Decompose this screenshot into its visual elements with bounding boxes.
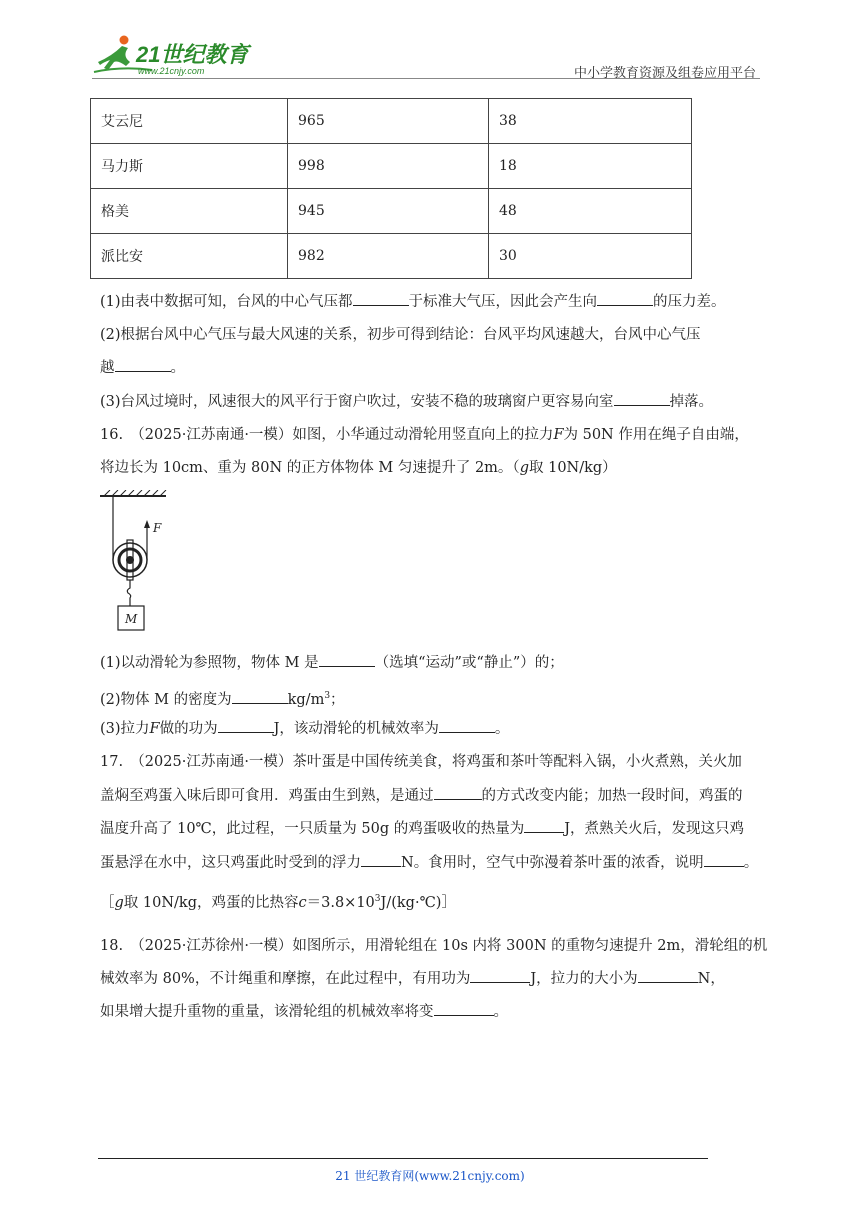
answer-blank[interactable] xyxy=(115,357,171,372)
q17-line5: ［g取 10N/kg，鸡蛋的比热容$c=3.8\times 10^3J/(kg\cdot℃)]$ xyxy=(100,894,456,911)
table-row xyxy=(91,144,692,189)
q16-part1: (1)以动滑轮为参照物，物体 M 是 （选填“运动”或“静止”）的； xyxy=(100,652,564,673)
platform-name: 中小学教育资源及组卷应用平台 xyxy=(573,66,756,81)
footer-divider xyxy=(98,1158,708,1159)
table-cell: 982 xyxy=(288,234,489,279)
site-logo xyxy=(92,32,262,78)
answer-blank[interactable] xyxy=(704,852,744,867)
answer-blank[interactable] xyxy=(638,968,698,983)
answer-blank[interactable] xyxy=(232,689,288,704)
table-cell: 18 xyxy=(489,144,692,189)
footer-link[interactable]: 21 世纪教育网(www.21cnjy.com) xyxy=(335,1169,525,1183)
table-cell: 艾云尼 xyxy=(91,99,288,144)
svg-text:21世纪教育: 21世纪教育 xyxy=(136,42,249,67)
table-cell: 945 xyxy=(288,189,489,234)
q17-line1: 17. （2025·江苏南通·一模）茶叶蛋是中国传统美食，将鸡蛋和茶叶等配料入锅，小火煮熟，关火加 xyxy=(100,754,742,770)
table-row xyxy=(91,234,692,279)
q16-stem-line1: 16. （2025·江苏南通·一模）如图，小华通过动滑轮用竖直向上的拉力F为 50N 作用在绳子自由端， xyxy=(100,427,749,443)
q16-part2: (2)物体 M 的密度为 $kg/m^3$； xyxy=(100,686,345,710)
q18-line3: 如果增大提升重物的重量，该滑轮组的机械效率将变 。 xyxy=(100,1001,508,1022)
table-cell: 30 xyxy=(489,234,692,279)
answer-blank[interactable] xyxy=(434,785,482,800)
q17-line3: 温度升高了 10℃，此过程，一只质量为 50g 的鸡蛋吸收的热量为 J，煮熟关火后，发现这只鸡 xyxy=(100,818,744,839)
answer-blank[interactable] xyxy=(434,1001,494,1016)
answer-blank[interactable] xyxy=(353,291,409,306)
table-cell: 派比安 xyxy=(91,234,288,279)
answer-blank[interactable] xyxy=(614,391,670,406)
answer-blank[interactable] xyxy=(218,718,274,733)
answer-blank[interactable] xyxy=(361,852,401,867)
table-cell: 48 xyxy=(489,189,692,234)
q18-line2: 械效率为 80%，不计绳重和摩擦，在此过程中，有用功为 J，拉力的大小为 N， xyxy=(100,968,725,989)
q15-part3: (3)台风过境时，风速很大的风平行于窗户吹过，安装不稳的玻璃窗户更容易向室 掉落。 xyxy=(100,391,713,412)
answer-blank[interactable] xyxy=(597,291,653,306)
q15-part2-cont: 越 。 xyxy=(100,357,185,378)
page-header xyxy=(92,32,760,81)
table-cell: 马力斯 xyxy=(91,144,288,189)
answer-blank[interactable] xyxy=(470,968,530,983)
q15-part2: (2)根据台风中心气压与最大风速的关系，初步可得到结论：台风平均风速越大，台风中心气压 xyxy=(100,327,701,343)
svg-text:www.21cnjy.com: www.21cnjy.com xyxy=(138,66,205,76)
q17-line2: 盖焖至鸡蛋入味后即可食用．鸡蛋由生到熟，是通过 的方式改变内能；加热一段时间，鸡蛋的 xyxy=(100,785,743,806)
q18-line1: 18. （2025·江苏徐州·一模）如图所示，用滑轮组在 10s 内将 300N 的重物匀速提升 2m，滑轮组的机 xyxy=(100,938,768,954)
answer-blank[interactable] xyxy=(524,818,564,833)
q16-stem-line2: 将边长为 10cm、重为 80N 的正方体物体 M 匀速提升了 2m。（g取 10N/kg） xyxy=(100,460,617,476)
q15-part1: (1)由表中数据可知，台风的中心气压都 于标准大气压，因此会产生向 的压力差。 xyxy=(100,291,726,312)
answer-blank[interactable] xyxy=(319,652,375,667)
table-cell: 38 xyxy=(489,99,692,144)
q17-line4: 蛋悬浮在水中，这只鸡蛋此时受到的浮力 N。食用时，空气中弥漫着茶叶蛋的浓香，说明 。 xyxy=(100,852,758,873)
svg-text:F: F xyxy=(153,521,162,535)
table-cell: 格美 xyxy=(91,189,288,234)
answer-blank[interactable] xyxy=(439,718,495,733)
table-cell: 998 xyxy=(288,144,489,189)
q16-part3: (3)拉力F做的功为 J，该动滑轮的机械效率为 。 xyxy=(100,718,509,739)
header-divider xyxy=(92,78,760,79)
table-cell: 965 xyxy=(288,99,489,144)
table-row xyxy=(91,189,692,234)
typhoon-table xyxy=(90,98,692,279)
pulley-diagram xyxy=(98,490,178,635)
svg-text:M: M xyxy=(125,612,138,626)
table-row xyxy=(91,99,692,144)
